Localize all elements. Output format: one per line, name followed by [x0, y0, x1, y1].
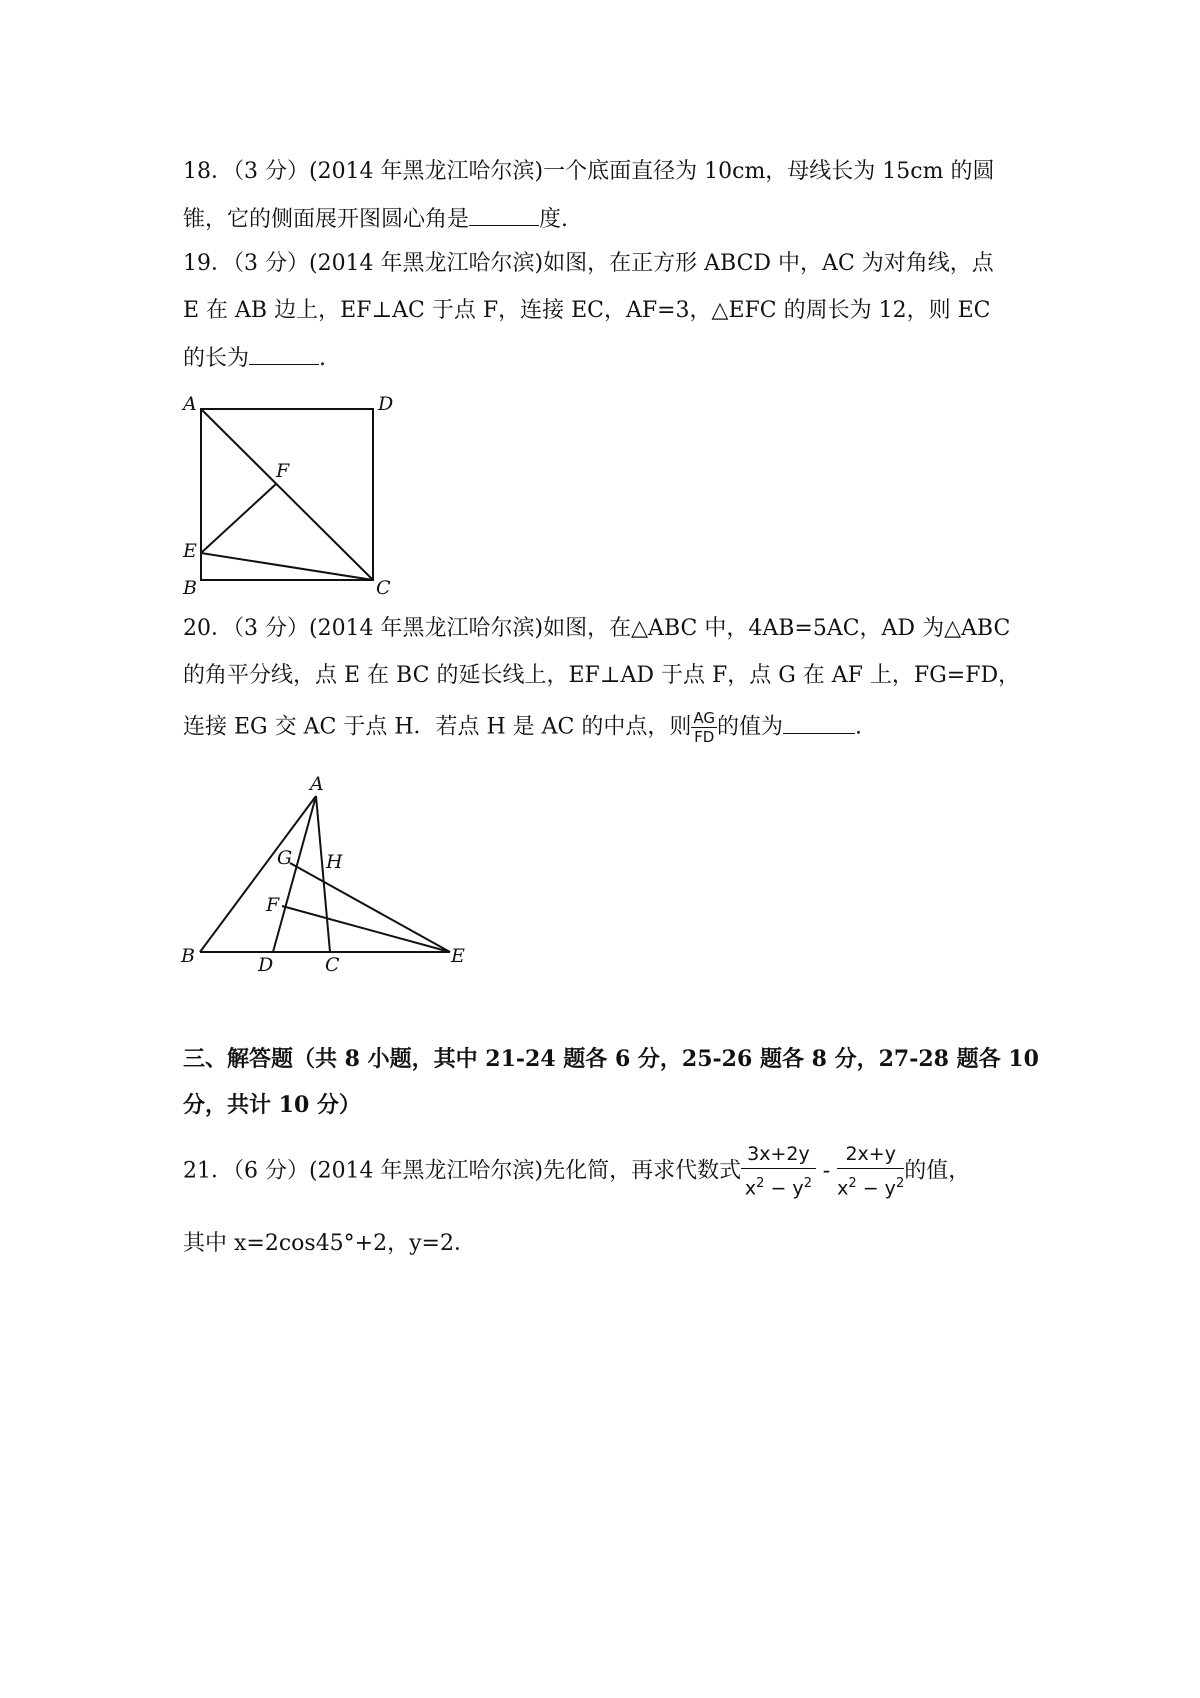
fraction-2-denominator: $x^2 - y^2$ — [837, 1176, 905, 1200]
label-e: E — [183, 540, 197, 562]
q20-line-2: 的角平分线，点 E 在 BC 的延长线上，EF⊥AD 于点 F，点 G 在 AF 上，FG=FD， — [183, 663, 1021, 688]
label-d: D — [258, 954, 274, 976]
q21-line-1 — [183, 1140, 970, 1203]
label-a: A — [310, 773, 324, 795]
q19-text: 的长为 — [183, 346, 250, 371]
side-ac — [316, 796, 330, 952]
label-f: F — [276, 460, 290, 482]
label-b: B — [183, 577, 197, 599]
label-e: E — [451, 945, 465, 967]
label-b: B — [181, 945, 195, 967]
q20-text-mid: 的值为 — [717, 714, 784, 740]
minus-sign: - — [815, 1158, 838, 1184]
q21-text-end: 的值， — [904, 1158, 971, 1184]
section-3-heading-line-1: 三、解答题（共 8 小题，其中 21-24 题各 6 分，25-26 题各 8 分，27-28 题各 10 — [183, 1046, 1039, 1072]
q20-text-end: . — [855, 714, 863, 740]
q18-line-1: 18．（3 分）(2014 年黑龙江哈尔滨)一个底面直径为 10cm，母线长为 15cm 的圆 — [183, 159, 995, 184]
fraction-denominator: FD — [694, 728, 715, 746]
fraction-numerator: AG — [693, 709, 716, 727]
label-c: C — [325, 954, 340, 976]
q20-line-1: 20．（3 分）(2014 年黑龙江哈尔滨)如图，在△ABC 中，4AB=5AC，AD 为△ABC — [183, 616, 1011, 641]
segment-eg — [290, 863, 450, 952]
label-f: F — [266, 894, 280, 916]
fraction-1-denominator: $x^2 - y^2$ — [744, 1176, 812, 1200]
section-3-heading-line-2: 分，共计 10 分） — [183, 1092, 361, 1118]
fraction-1-numerator: 3x+2y — [741, 1140, 816, 1169]
q20-text: 连接 EG 交 AC 于点 H．若点 H 是 AC 的中点，则 — [183, 714, 692, 740]
label-c: C — [376, 577, 391, 599]
label-d: D — [378, 393, 394, 415]
label-g: G — [277, 847, 293, 869]
expression-fraction-2 — [837, 1140, 904, 1203]
label-a: A — [183, 393, 197, 415]
q19-text-end: . — [319, 346, 327, 371]
q18-text-end: 度. — [539, 207, 569, 232]
fraction-2-numerator: 2x+y — [837, 1140, 904, 1169]
q18-text: 锥，它的侧面展开图圆心角是 — [183, 207, 470, 232]
segment-ef — [282, 906, 450, 952]
q19-line-1: 19．（3 分）(2014 年黑龙江哈尔滨)如图，在正方形 ABCD 中，AC 为对角线，点 — [183, 251, 994, 276]
side-ab — [200, 796, 316, 952]
label-h: H — [326, 851, 343, 873]
q19-line-2: E 在 AB 边上，EF⊥AC 于点 F，连接 EC，AF=3，△EFC 的周长为 12，则 EC — [183, 298, 991, 323]
q21-text: 21．（6 分）(2014 年黑龙江哈尔滨)先化简，再求代数式 — [183, 1158, 742, 1184]
expression-fraction-1 — [741, 1140, 816, 1203]
q21-line-2: 其中 x=2cos45°+2，y=2． — [183, 1231, 476, 1256]
